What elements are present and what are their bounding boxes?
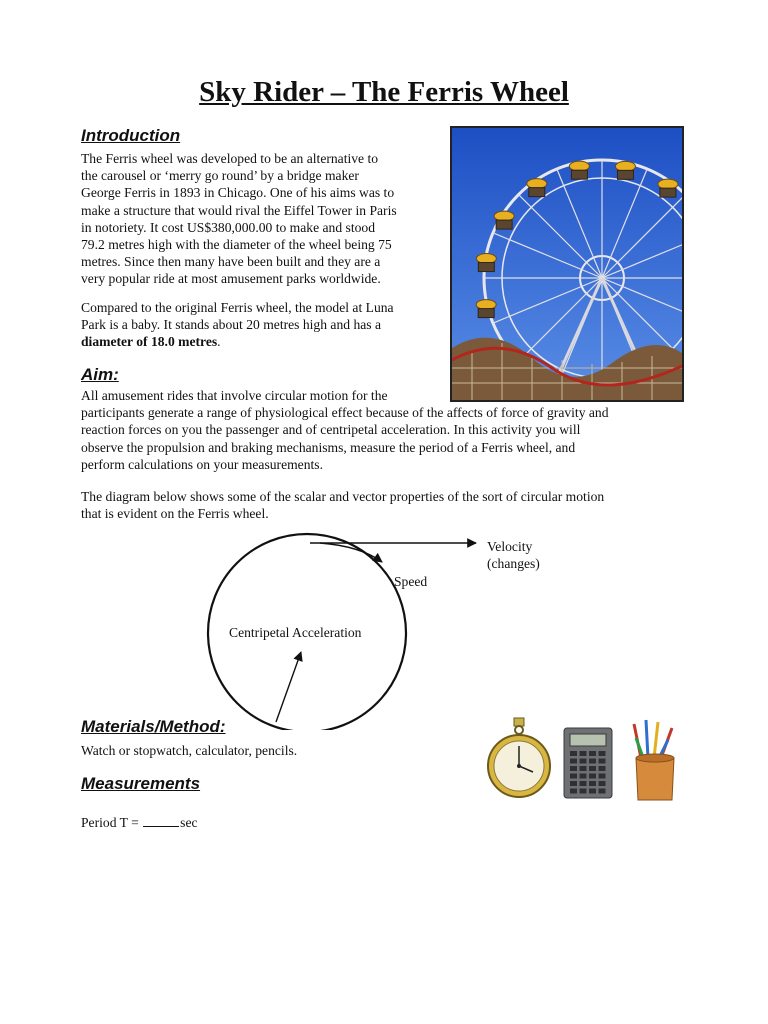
introduction-paragraph-1: The Ferris wheel was developed to be an alternative to the carousel or ‘merry go round’ by a bridge maker George Ferris in 1893 in Chicago. One of his aims was to make a structure that would rival the Eiffel Tower in Paris in notoriety. It cost US$380,000.00 to make and stood 79.2 metres high with the diameter of the wheel being 75 metres. Since then many have been built and they are a very popular ride at most amusement parks worldwide. bbox=[81, 151, 397, 287]
calculator-icon bbox=[564, 728, 612, 798]
velocity-label: Velocity (changes) bbox=[487, 539, 540, 572]
calculator-key bbox=[580, 759, 587, 764]
materials-icons bbox=[486, 716, 686, 806]
diameter-bold-text: diameter of 18.0 metres bbox=[81, 334, 218, 350]
calculator-key bbox=[580, 781, 587, 786]
materials-text: Watch or stopwatch, calculator, pencils. bbox=[81, 743, 298, 758]
gondola bbox=[569, 161, 589, 179]
gondola bbox=[615, 161, 635, 179]
page-title: Sky Rider – The Ferris Wheel bbox=[199, 76, 569, 108]
calculator-key bbox=[570, 759, 577, 764]
introduction-paragraph-2: Compared to the original Ferris wheel, the model at Luna Park is a baby. It stands about 20 metres high and has a diameter of 18.0 metres. bbox=[81, 300, 394, 350]
calculator-key bbox=[570, 751, 577, 756]
pencil-cup-icon bbox=[634, 720, 674, 800]
calculator-key bbox=[570, 781, 577, 786]
calculator-key bbox=[589, 774, 596, 779]
stopwatch-icon bbox=[488, 718, 550, 797]
calculator-key bbox=[570, 774, 577, 779]
calculator-key bbox=[599, 751, 606, 756]
calculator-key bbox=[580, 789, 587, 794]
aim-paragraph-2: The diagram below shows some of the scalar and vector properties of the sort of circular motion that is evident on the Ferris wheel. bbox=[81, 489, 605, 522]
ferris-wheel-photo bbox=[450, 126, 684, 402]
calculator-key bbox=[589, 759, 596, 764]
gondola bbox=[476, 300, 496, 318]
acceleration-arrow bbox=[276, 652, 301, 722]
calculator-key bbox=[580, 774, 587, 779]
speed-label: Speed bbox=[394, 574, 428, 589]
calculator-key bbox=[599, 759, 606, 764]
introduction-heading: Introduction bbox=[81, 126, 181, 145]
aim-paragraph-1: All amusement rides that involve circular motion for the participants generate a range of physiological effect because of the affects of force of gravity and reaction forces on you the passenger and of centripetal acceleration. In this activity you will observe the propulsion and braking mechanisms, measure the period of a Ferris wheel, and perform calculations on your measurements. bbox=[81, 388, 609, 472]
calculator-key bbox=[589, 766, 596, 771]
period-answer-blank[interactable] bbox=[143, 815, 179, 827]
gondola bbox=[658, 179, 678, 197]
gondola bbox=[494, 211, 514, 229]
calculator-key bbox=[589, 789, 596, 794]
calculator-key bbox=[599, 789, 606, 794]
ferris-wheel-illustration bbox=[452, 128, 682, 400]
calculator-key bbox=[580, 766, 587, 771]
materials-heading: Materials/Method: bbox=[81, 717, 226, 736]
calculator-key bbox=[589, 751, 596, 756]
gondola bbox=[476, 254, 496, 272]
calculator-key bbox=[599, 766, 606, 771]
measurements-heading: Measurements bbox=[81, 774, 201, 793]
period-measurement: Period T = sec bbox=[81, 815, 198, 830]
aim-heading: Aim: bbox=[81, 365, 119, 384]
calculator-key bbox=[599, 781, 606, 786]
calculator-key bbox=[570, 789, 577, 794]
calculator-key bbox=[570, 766, 577, 771]
centripetal-acceleration-label: Centripetal Acceleration bbox=[229, 625, 362, 640]
calculator-key bbox=[599, 774, 606, 779]
calculator-key bbox=[589, 781, 596, 786]
gondola bbox=[527, 179, 547, 197]
calculator-key bbox=[580, 751, 587, 756]
